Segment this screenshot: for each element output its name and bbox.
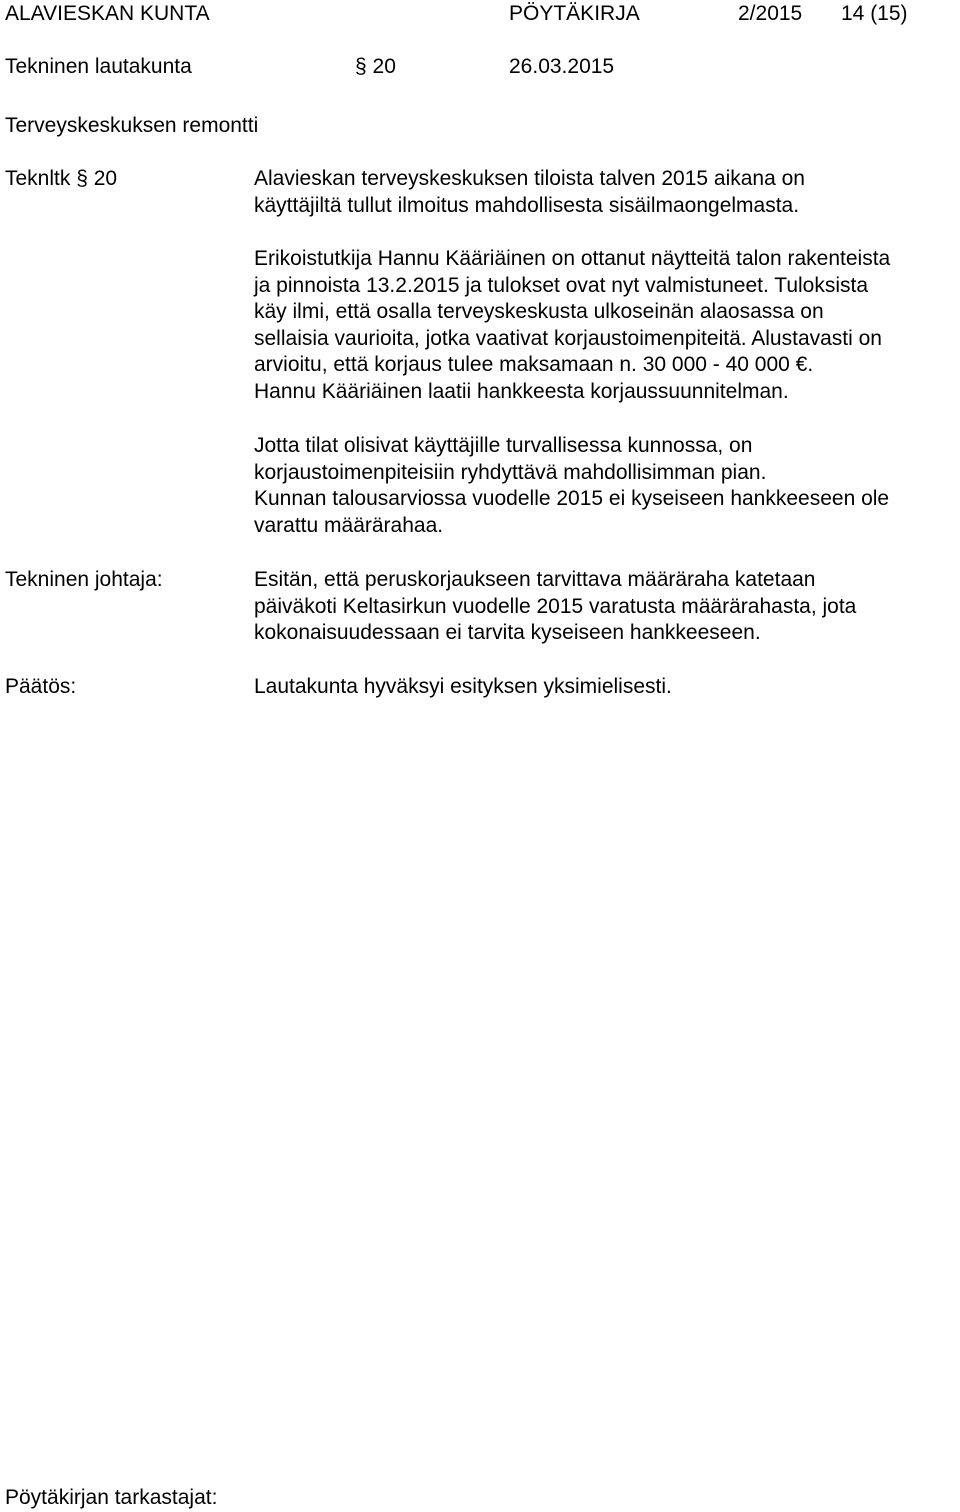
text-line: Erikoistutkija Hannu Kääriäinen on ottanut näytteitä talon rakenteista	[254, 247, 891, 270]
technical-director-label: Tekninen johtaja:	[5, 568, 163, 591]
text-line: varattu määrärahaa.	[254, 513, 444, 537]
section-reference-label: Teknltk § 20	[5, 167, 118, 190]
text-line: arvioitu, että korjaus tulee maksamaan n. 30 000 - 40 000 €.	[254, 353, 814, 376]
text-line: ja pinnoista 13.2.2015 ja tulokset ovat nyt valmistuneet. Tuloksista	[254, 273, 869, 297]
text-line: sellaisia vaurioita, jotka vaativat korjaustoimenpiteitä. Alustavasti on	[254, 326, 882, 350]
paragraph-decision	[254, 674, 960, 701]
text-line: korjaustoimenpiteisiin ryhdyttävä mahdollisimman pian.	[254, 460, 767, 484]
paragraph-investigation	[254, 246, 960, 405]
section-number: § 20	[355, 55, 396, 78]
municipality-name: ALAVIESKAN KUNTA	[5, 2, 210, 25]
paragraph-urgency	[254, 433, 960, 539]
text-line: Lautakunta hyväksyi esityksen yksimielisesti.	[254, 675, 672, 698]
text-line: Jotta tilat olisivat käyttäjille turvallisessa kunnossa, on	[254, 434, 753, 457]
text-line: käyttäjiltä tullut ilmoitus mahdollisesta sisäilmaongelmasta.	[254, 193, 800, 217]
document-type: PÖYTÄKIRJA	[509, 2, 640, 25]
minutes-reviewers-label: Pöytäkirjan tarkastajat:	[5, 1486, 218, 1509]
decision-label: Päätös:	[5, 675, 77, 698]
meeting-date: 26.03.2015	[509, 55, 615, 78]
text-line: Esitän, että peruskorjaukseen tarvittava määräraha katetaan	[254, 568, 816, 591]
board-name: Tekninen lautakunta	[5, 55, 192, 78]
text-line: Alavieskan terveyskeskuksen tiloista talven 2015 aikana on	[254, 167, 805, 190]
text-line: Hannu Kääriäinen laatii hankkeesta korjaussuunnitelman.	[254, 379, 789, 403]
text-line: kokonaisuudessaan ei tarvita kyseiseen hankkeeseen.	[254, 621, 761, 644]
paragraph-background	[254, 166, 960, 219]
page-title: Terveyskeskuksen remontti	[5, 114, 259, 137]
document-number: 2/2015	[738, 2, 803, 25]
paragraph-proposal	[254, 567, 960, 647]
text-line: Kunnan talousarviossa vuodelle 2015 ei kyseiseen hankkeeseen ole	[254, 487, 890, 510]
text-line: käy ilmi, että osalla terveyskeskusta ulkoseinän alaosassa on	[254, 300, 824, 323]
page-number: 14 (15)	[841, 2, 908, 25]
text-line: päiväkoti Keltasirkun vuodelle 2015 varatusta määrärahasta, jota	[254, 594, 857, 618]
